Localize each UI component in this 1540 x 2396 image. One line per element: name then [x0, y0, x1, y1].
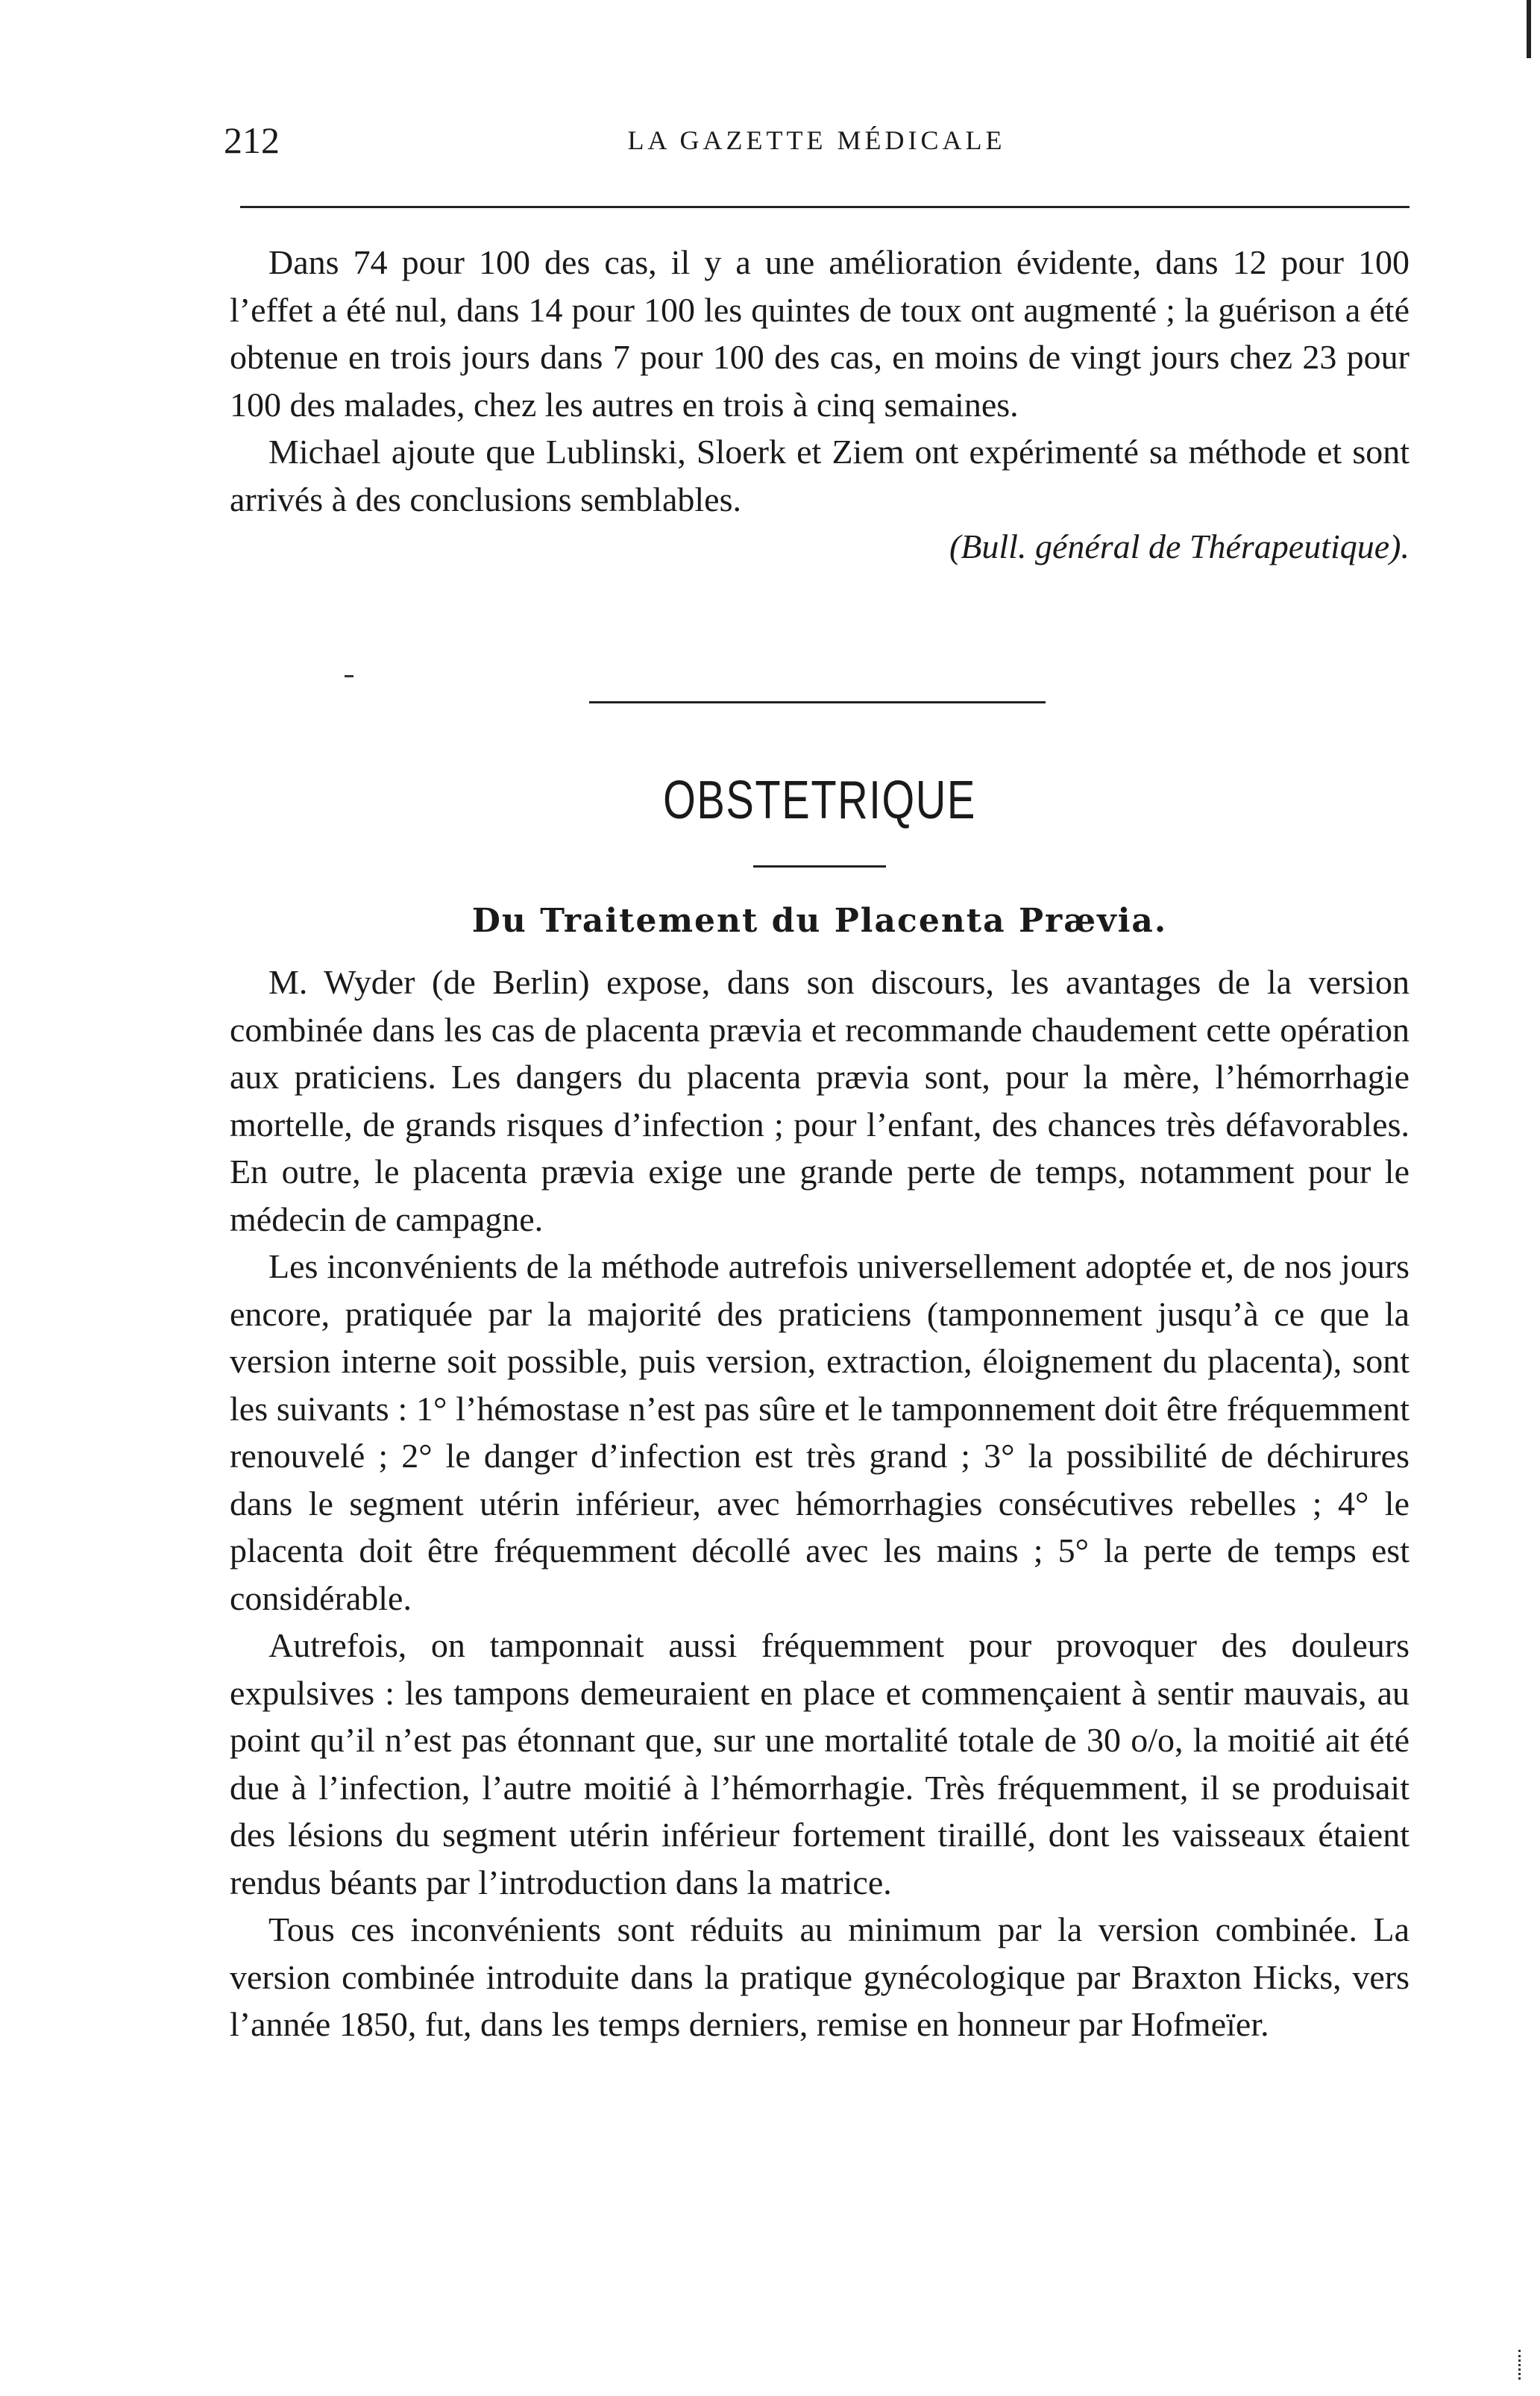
- article-title: Du Traitement du Placenta Prævia.: [471, 902, 1168, 940]
- paragraph: Michael ajoute que Lublinski, Sloerk et Ziem ont expérimenté sa méthode et sont arrivés à des conclusions semblables.: [230, 433, 1409, 518]
- section-title-rule: [753, 865, 886, 868]
- print-mark: [345, 675, 353, 677]
- journal-title: LA GAZETTE MÉDICALE: [627, 125, 1006, 155]
- previous-article-text: [230, 239, 1409, 571]
- paragraph: Les inconvénients de la méthode autrefois universellement adoptée et, de nos jours encore, pratiquée par la majorité des praticiens (tamponnement jusqu’à ce que la version interne soit possible, puis version, extraction, éloignement du placenta), sont les suivants : 1° l’hémostase n’est pas sûre et le tamponnement doit être fréquemment renouvelé ; 2° le danger d’infection est très grand ; 3° la possibilité de déchirures dans le segment utérin inférieur, avec hémorrhagies consécutives rebelles ; 4° le placenta doit être fréquemment décollé avec les mains ; 5° la perte de temps est considérable.: [230, 1247, 1409, 1617]
- paragraph: Autrefois, on tamponnait aussi fréquemment pour provoquer des douleurs expulsives : les tampons demeuraient en place et commençaient à sentir mauvais, au point qu’il n’est pas étonnant que, sur une mortalité totale de 30 o/o, la moitié ait été due à l’infection, l’autre moitié à l’hémorrhagie. Très fréquemment, il se produisait des lésions du segment utérin inférieur fortement tiraillé, dont les vaisseaux étaient rendus béants par l’introduction dans la matrice.: [230, 1626, 1409, 1901]
- page-number: 212: [224, 119, 280, 161]
- page-edge-mark: [1527, 0, 1531, 58]
- header-rule: [240, 206, 1409, 208]
- paragraph: Dans 74 pour 100 des cas, il y a une amélioration évidente, dans 12 pour 100 l’effet a été nul, dans 14 pour 100 les quintes de toux ont augmenté ; la guérison a été obtenue en trois jours dans 7 pour 100 des cas, en moins de vingt jours chez 23 pour 100 des malades, chez les autres en trois à cinq semaines.: [230, 243, 1409, 424]
- paragraph: Tous ces inconvénients sont réduits au minimum par la version combinée. La version combinée introduite dans la pratique gynécologique par Braxton Hicks, vers l’année 1850, fut, dans les temps derniers, remise en honneur par Hofmeïer.: [230, 1910, 1409, 2043]
- running-head: [224, 118, 1409, 163]
- section-title: OBSTETRIQUE: [663, 771, 976, 830]
- paragraph: M. Wyder (de Berlin) expose, dans son discours, les avantages de la version combinée dans les cas de placenta prævia et recommande chaudement cette opération aux praticiens. Les dangers du placenta prævia sont, pour la mère, l’hémorrhagie mortelle, de grands risques d’infection ; pour l’enfant, des chances très défavorables. En outre, le placenta prævia exige une grande perte de temps, notamment pour le médecin de campagne.: [230, 963, 1409, 1238]
- source-citation: (Bull. général de Thérapeutique).: [949, 527, 1409, 565]
- article-body: [230, 959, 1409, 2048]
- section-divider: [589, 701, 1046, 703]
- page-edge-mark: [1518, 2350, 1527, 2380]
